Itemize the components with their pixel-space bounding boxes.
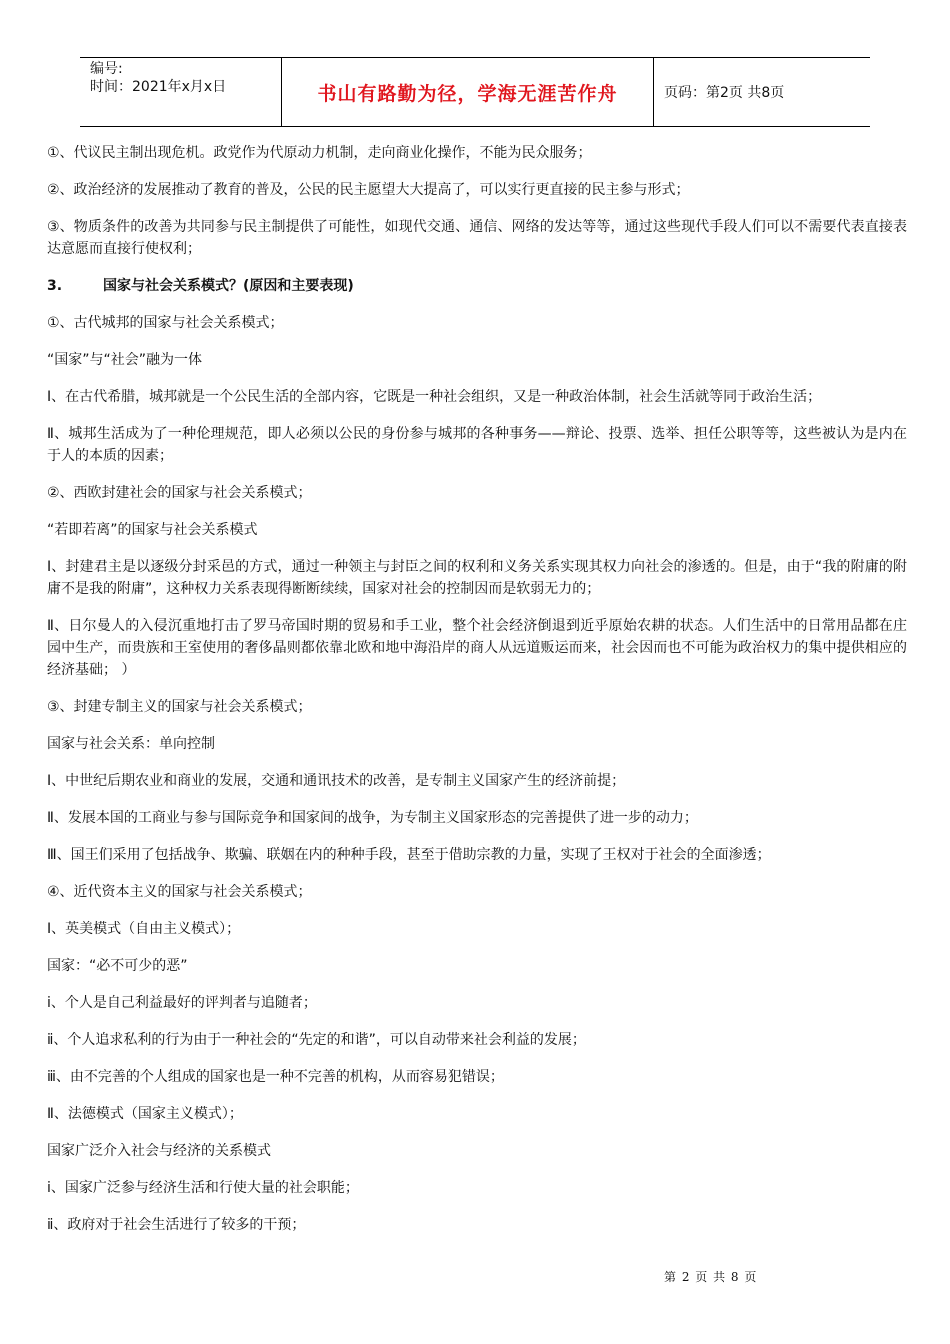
paragraph: Ⅲ、国王们采用了包括战争、欺骗、联姻在内的种种手段，甚至于借助宗教的力量，实现了王权对于社会的全面渗透； — [47, 847, 771, 863]
header-meta — [80, 58, 281, 126]
section-heading — [47, 275, 907, 297]
paragraph: ⅰ、个人是自己利益最好的评判者与追随者； — [47, 995, 317, 1011]
paragraph: Ⅱ、法德模式（国家主义模式）； — [47, 1106, 243, 1122]
page-footer: 第 2 页 共 8 页 — [664, 1270, 758, 1284]
paragraph: Ⅰ、英美模式（自由主义模式）； — [47, 921, 241, 937]
section-number: 3. — [47, 278, 63, 294]
document-body — [47, 142, 907, 1251]
paragraph: Ⅱ、发展本国的工商业与参与国际竞争和国家间的战争，为专制主义国家形态的完善提供了进一步的动力； — [47, 810, 698, 826]
paragraph: ⅲ、由不完善的个人组成的国家也是一种不完善的机构，从而容易犯错误； — [47, 1069, 504, 1085]
paragraph: ⅱ、个人追求私利的行为由于一种社会的“先定的和谐”，可以自动带来社会利益的发展； — [47, 1032, 586, 1048]
paragraph: Ⅰ、中世纪后期农业和商业的发展，交通和通讯技术的改善，是专制主义国家产生的经济前提； — [47, 773, 626, 789]
paragraph: ③、物质条件的改善为共同参与民主制提供了可能性，如现代交通、通信、网络的发达等等，通过这些现代手段人们可以不需要代表直接表达意愿而直接行使权利； — [47, 219, 907, 257]
paragraph: ④、近代资本主义的国家与社会关系模式； — [47, 884, 312, 900]
paragraph: 国家广泛介入社会与经济的关系模式 — [47, 1143, 271, 1159]
paragraph: ③、封建专制主义的国家与社会关系模式； — [47, 699, 312, 715]
paragraph: “国家”与“社会”融为一体 — [47, 352, 203, 368]
paragraph: Ⅱ、城邦生活成为了一种伦理规范，即人必须以公民的身份参与城邦的各种事务——辩论、投票、选举、担任公职等等，这些被认为是内在于人的本质的因素； — [47, 426, 907, 464]
paragraph: ②、政治经济的发展推动了教育的普及，公民的民主愿望大大提高了，可以实行更直接的民主参与形式； — [47, 182, 690, 198]
paragraph: 国家：“必不可少的恶” — [47, 958, 188, 974]
header-page-info: 页码：第2页 共8页 — [664, 85, 785, 101]
serial-label: 编号: — [90, 61, 123, 77]
paragraph: “若即若离”的国家与社会关系模式 — [47, 522, 258, 538]
paragraph: 国家与社会关系：单向控制 — [47, 736, 215, 752]
paragraph: Ⅰ、在古代希腊，城邦就是一个公民生活的全部内容，它既是一种社会组织，又是一种政治体制，社会生活就等同于政治生活； — [47, 389, 822, 405]
paragraph: Ⅰ、封建君主是以逐级分封采邑的方式，通过一种领主与封臣之间的权利和义务关系实现其权力向社会的渗透的。但是，由于“我的附庸的附庸不是我的附庸”，这种权力关系表现得断断续续，国家对社会的控制因而是软弱无力的； — [47, 559, 907, 597]
time-label: 时间：2021年x月x日 — [90, 79, 227, 95]
paragraph: Ⅱ、日尔曼人的入侵沉重地打击了罗马帝国时期的贸易和手工业，整个社会经济倒退到近乎原始农耕的状态。人们生活中的日常用品都在庄园中生产，而贵族和王室使用的奢侈晶则都依靠北欧和地中海沿岸的商人从远道贩运而来，社会因而也不可能为政治权力的集中提供相应的经济基础； ） — [47, 618, 907, 678]
paragraph: ②、西欧封建社会的国家与社会关系模式； — [47, 485, 312, 501]
paragraph: ⅰ、国家广泛参与经济生活和行使大量的社会职能； — [47, 1180, 359, 1196]
paragraph: ⅱ、政府对于社会生活进行了较多的干预； — [47, 1217, 306, 1233]
paragraph: ①、代议民主制出现危机。政党作为代原动力机制，走向商业化操作，不能为民众服务； — [47, 145, 592, 161]
section-title: 国家与社会关系模式？(原因和主要表现) — [103, 278, 354, 294]
paragraph: ①、古代城邦的国家与社会关系模式； — [47, 315, 284, 331]
header-motto: 书山有路勤为径，学海无涯苦作舟 — [281, 58, 654, 126]
page-header — [80, 57, 870, 127]
